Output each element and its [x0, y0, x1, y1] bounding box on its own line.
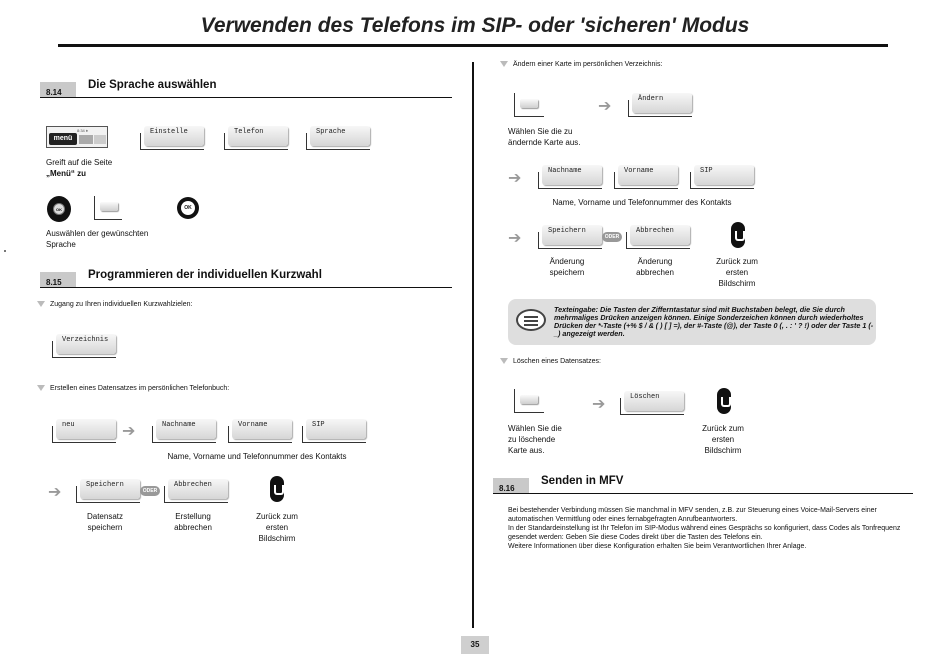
arrow-right-icon: ➔ [48, 484, 62, 501]
key-label: Nachname [162, 421, 196, 429]
title-rule [58, 44, 888, 47]
caption-delete-line-1: Wählen Sie die [508, 424, 562, 433]
key-nachname[interactable] [148, 419, 216, 443]
caption-change-line-2: speichern [549, 268, 585, 277]
key-speichern[interactable] [534, 225, 602, 249]
caption-abort-line-2: abbrechen [636, 268, 674, 277]
bullet-modify: Ändern einer Karte im persönlichen Verzeichnis: [500, 61, 662, 68]
display-time: 8:34 ♦ [77, 128, 88, 133]
caption-back-line-3: Bildschirm [258, 534, 296, 543]
ok-button-icon[interactable] [177, 197, 199, 219]
bullet-triangle-icon [37, 301, 45, 307]
bullet-triangle-icon [500, 358, 508, 364]
caption-fields: Name, Vorname und Telefonnummer des Kontakts [167, 452, 347, 461]
caption-delete-line-3: Karte aus. [508, 446, 545, 455]
margin-mark [4, 250, 6, 252]
display-block [79, 135, 93, 144]
key-label: Einstelle [150, 128, 188, 136]
ok-label: OK [181, 201, 195, 215]
caption-menu-line-1: Greift auf die Seite [46, 158, 113, 167]
caption-select-line-1: Auswählen der gewünschten [46, 229, 149, 238]
caption-cancel-line-2: abbrechen [174, 523, 212, 532]
key-label: Speichern [548, 227, 586, 235]
caption-save-line-2: speichern [87, 523, 123, 532]
section-number: 8.14 [40, 82, 76, 98]
key-speichern[interactable] [72, 479, 140, 503]
key-label: Abbrechen [636, 227, 674, 235]
page-number: 35 [461, 636, 489, 654]
key-vorname[interactable] [610, 165, 678, 189]
column-divider [472, 62, 474, 628]
bullet-triangle-icon [500, 61, 508, 67]
navigator-icon[interactable] [47, 196, 71, 222]
hang-up-icon[interactable] [270, 476, 284, 502]
arrow-right-icon: ➔ [508, 230, 522, 247]
caption-save-line-1: Datensatz [86, 512, 124, 521]
key-abbrechen[interactable] [160, 479, 228, 503]
key-label: Vorname [624, 167, 654, 175]
caption-select-line-2: Sprache [46, 240, 76, 249]
line-key-icon[interactable] [510, 389, 544, 413]
note-text: Texteingabe: Die Tasten der Zifferntastatur sind mit Buchstaben belegt, die Sie durch mehrmaliges Drücken anzeigen können. Einige Sonderzeichen können durch wiederholtes Drücken der *-Taste (+% $ / & ( ) [ ] =), der #-Taste (@), der Taste 0 (, . : ' ? !) oder der Taste 1 (- _) angezeigt werden. [554, 305, 874, 338]
menu-label: menü [49, 133, 77, 145]
speech-bubble-icon [516, 309, 546, 331]
section-rule [40, 97, 452, 98]
text-input-note [508, 299, 876, 345]
bullet-create: Erstellen eines Datensatzes im persönlichen Telefonbuch: [37, 385, 229, 392]
caption-back-line-2: ersten [725, 268, 749, 277]
arrow-right-icon: ➔ [508, 170, 522, 187]
hang-up-icon[interactable] [731, 222, 745, 248]
section-header-8-15 [40, 269, 452, 288]
navigator-center: OK [53, 203, 65, 215]
caption-back-line-2: ersten [711, 435, 735, 444]
caption-back-line-1: Zurück zum [256, 512, 298, 521]
caption-back-line-1: Zurück zum [702, 424, 744, 433]
bullet-triangle-icon [37, 385, 45, 391]
hang-up-icon[interactable] [717, 388, 731, 414]
key-verzeichnis[interactable] [48, 334, 116, 358]
caption-abort-line-1: Änderung [637, 257, 673, 266]
section-title: Senden in MFV [541, 475, 624, 487]
key-abbrechen[interactable] [622, 225, 690, 249]
caption-cancel-line-1: Erstellung [175, 512, 211, 521]
line-key-icon[interactable] [90, 196, 122, 220]
phone-display-menu[interactable] [46, 126, 108, 148]
key-telefon[interactable] [220, 126, 288, 150]
caption-fields: Name, Vorname und Telefonnummer des Kontakts [552, 198, 732, 207]
key-sip[interactable] [686, 165, 754, 189]
key-label: Verzeichnis [62, 336, 109, 344]
key-einstelle[interactable] [136, 126, 204, 150]
key-vorname[interactable] [224, 419, 292, 443]
mfv-paragraph-line-3: In der Standardeinstellung ist Ihr Telefon im SIP-Modus während eines Gesprächs so konfiguriert, dass Codes als Tonfrequenz [508, 525, 901, 532]
key-label: SIP [312, 421, 325, 429]
arrow-right-icon: ➔ [592, 396, 606, 413]
caption-back-line-3: Bildschirm [704, 446, 742, 455]
caption-change-line-1: Änderung [549, 257, 585, 266]
key-label: Löschen [630, 393, 660, 401]
key-label: Nachname [548, 167, 582, 175]
key-label: Speichern [86, 481, 124, 489]
caption-choose-line-1: Wählen Sie die zu [508, 127, 573, 136]
key-label: Sprache [316, 128, 346, 136]
key-neu[interactable] [48, 419, 116, 443]
key-label: Vorname [238, 421, 268, 429]
key-label: Ändern [638, 95, 664, 103]
caption-menu-line-2: „Menü“ zu [46, 169, 86, 178]
section-header-8-14 [40, 79, 452, 98]
section-rule [40, 287, 452, 288]
key-label: neu [62, 421, 75, 429]
key-label: Telefon [234, 128, 264, 136]
mfv-paragraph-line-2: automatischen Vermittlung oder eines fernabgefragten Anrufbeantworters. [508, 516, 738, 523]
key-loeschen[interactable] [616, 391, 684, 415]
caption-back-line-2: ersten [265, 523, 289, 532]
section-title: Die Sprache auswählen [88, 79, 217, 91]
section-number: 8.15 [40, 272, 76, 288]
key-sip[interactable] [298, 419, 366, 443]
caption-back-line-1: Zurück zum [716, 257, 758, 266]
key-sprache[interactable] [302, 126, 370, 150]
mfv-paragraph-line-5: Weitere Informationen über diese Konfiguration erhalten Sie beim Verantwortlichen Ihrer Anlage. [508, 543, 807, 550]
bullet-delete: Löschen eines Datensatzes: [500, 358, 601, 365]
line-key-icon[interactable] [510, 93, 544, 117]
key-label: SIP [700, 167, 713, 175]
section-number: 8.16 [493, 478, 529, 494]
oder-badge: ODER [140, 486, 160, 496]
section-rule [493, 493, 913, 494]
mfv-paragraph-line-4: gesendet werden: Geben Sie diese Codes direkt über die Tasten des Telefons ein. [508, 534, 763, 541]
page-title: Verwenden des Telefons im SIP- oder 'sicheren' Modus [200, 14, 750, 37]
arrow-right-icon: ➔ [122, 423, 136, 440]
mfv-paragraph-line-1: Bei bestehender Verbindung müssen Sie manchmal in MFV senden, z.B. zur Steuerung eines Voice-Mail-Servers einer [508, 507, 877, 514]
arrow-right-icon: ➔ [598, 98, 612, 115]
caption-delete-line-2: zu löschende [508, 435, 556, 444]
caption-choose-line-2: ändernde Karte aus. [508, 138, 581, 147]
caption-back-line-3: Bildschirm [718, 279, 756, 288]
key-label: Abbrechen [174, 481, 212, 489]
section-title: Programmieren der individuellen Kurzwahl [88, 269, 322, 281]
section-header-8-16 [493, 475, 913, 494]
display-block [94, 135, 106, 144]
key-nachname[interactable] [534, 165, 602, 189]
bullet-access: Zugang zu Ihren individuellen Kurzwahlzielen: [37, 301, 192, 308]
key-aendern[interactable] [624, 93, 692, 117]
oder-badge: ODER [602, 232, 622, 242]
